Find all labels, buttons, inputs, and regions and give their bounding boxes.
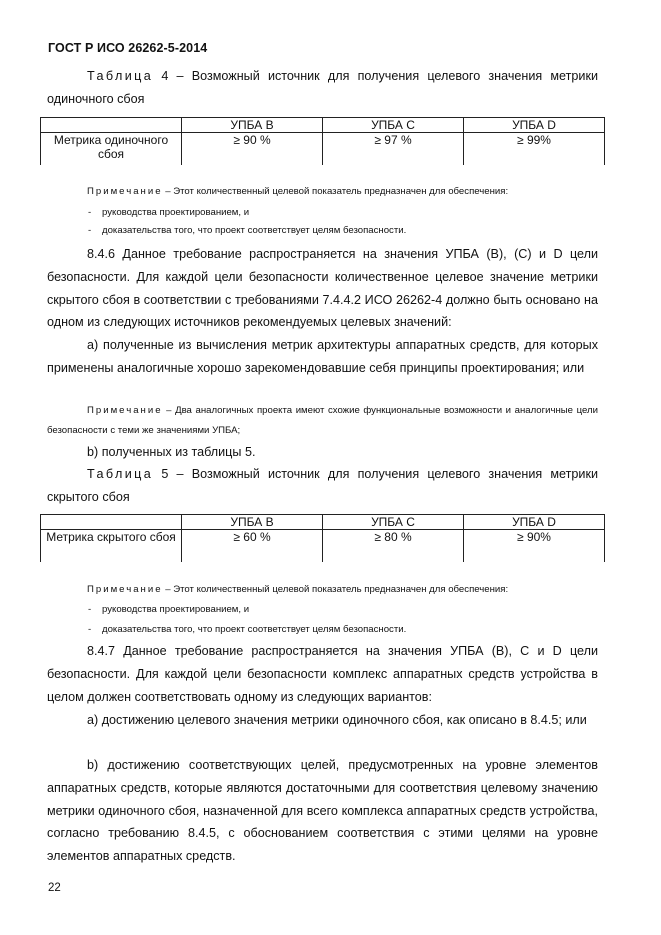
- note2-text: – Два аналогичных проекта имеют схожие функциональные возможности и аналогичные цели безопасности с теми же значениями УПБА;: [47, 405, 598, 436]
- note3-label: Примечание: [87, 584, 163, 595]
- table5-row-label: Метрика скрытого сбоя: [41, 530, 182, 563]
- paragraph-8-4-6: 8.4.6 Данное требование распространяется на значения УПБА (B), (C) и D цели безопасности. Для каждой цели безопасности количественное целевое значение метрики скрытого сбоя в соответствии с требованиями 7.4.4.2 ИСО 26262-4 должно быть основано на одном из следующих источников рекомендуемых целевых значений:: [47, 247, 598, 330]
- table4-row-label: Метрика одиночного сбоя: [41, 133, 182, 166]
- note2: [47, 401, 598, 441]
- table5-caption-text: 5 – Возможный источник для получения целевого значения метрики скрытого сбоя: [47, 467, 598, 504]
- table4-caption: [47, 65, 598, 111]
- paragraph-8-4-7: 8.4.7 Данное требование распространяется на значения УПБА (B), C и D цели безопасности. Для каждой цели безопасности комплекс аппаратных средств устройства в целом должен соответствовать одному из следующих вариантов:: [47, 644, 598, 704]
- table5-caption: [47, 463, 598, 509]
- note1-label: Примечание: [87, 186, 163, 197]
- page-number: 22: [48, 882, 61, 894]
- table4-header-row: [41, 118, 605, 133]
- item-847-a: a) достижению целевого значения метрики одиночного сбоя, как описано в 8.4.5; или: [87, 713, 587, 727]
- table4-header-cell: [41, 118, 182, 133]
- table5-value: ≥ 80 %: [323, 530, 464, 563]
- table5-header-cell: УПБА D: [464, 515, 605, 530]
- table4-caption-word: Таблица: [87, 69, 154, 83]
- table4-value: ≥ 99%: [464, 133, 605, 166]
- table5: [40, 514, 605, 562]
- table4-value: ≥ 90 %: [182, 133, 323, 166]
- document-page: ГОСТ Р ИСО 26262-5-2014 Таблица 4 – Возможный источник для получения целевого значения метрики одиночного сбоя УПБА B УПБА C УПБА D Метрика одиночного сбоя ≥ 90 % ≥ 97 % ≥ 99% Примечание – Этот количественный целевой показатель предназначен для обеспечения: - руководства проектированием, и - доказательства того, что проект соответствует целям безопасности. 8.4.6 Данное требование распространяется на значения УПБА (B), (C) и D цели безопасности. Для каждой цели безопасности количественное целевое значение метрики скрытого сбоя в соответствии с требованиями 7.4.4.2 ИСО 26262-4 должно быть основано на одном из следующих источников рекомендуемых целевых значений: a) полученные из вычисления метрик архитектуры аппаратных средств, для которых применены аналогичные хорошо зарекомендовавшие себя принципы проектирования; или Примечание – Два аналогичных проекта имеют схожие функциональные возможности и аналогичные цели безопасности с теми же значениями УПБА; b) полученных из таблицы 5. Таблица 5 – Возможный источник для получения целевого значения метрики скрытого сбоя УПБА B УПБА C УПБА D Метрика скрытого сбоя ≥ 60 % ≥ 80 % ≥ 90% Примечание – Этот количественный целевой показатель предназначен для обеспечения: - руководства проектированием, и - доказательства того, что проект соответствует целям безопасности. 8.4.7 Данное требование распространяется на значения УПБА (B), C и D цели безопасности. Для каждой цели безопасности комплекс аппаратных средств устройства в целом должен соответствовать одному из следующих вариантов: a) достижению целевого значения метрики одиночного сбоя, как описано в 8.4.5; или b) достижению соответствующих целей, предусмотренных на уровне элементов аппаратных средств, которые являются достаточными для соответствия целевому значению метрики одиночного сбоя, назначенной для всего комплекса аппаратных средств устройства, согласно требованию 8.4.5, с обоснованием соответствия с этими целями на уровне элементов аппаратных средств. 22: [0, 0, 661, 935]
- table4-row: [41, 133, 605, 166]
- table5-header-cell: [41, 515, 182, 530]
- item-847-b: b) достижению соответствующих целей, предусмотренных на уровне элементов аппаратных средств, которые являются достаточными для соответствия целевому значению метрики одиночного сбоя, назначенной для всего комплекса аппаратных средств устройства, согласно требованию 8.4.5, с обоснованием соответствия с этими целями на уровне элементов аппаратных средств.: [47, 758, 598, 864]
- table5-header-cell: УПБА C: [323, 515, 464, 530]
- table5-caption-word: Таблица: [87, 467, 154, 481]
- note1-text: – Этот количественный целевой показатель предназначен для обеспечения:: [162, 186, 509, 197]
- item-a: a) полученные из вычисления метрик архитектуры аппаратных средств, для которых применены аналогичные хорошо зарекомендовавшие себя принципы проектирования; или: [47, 338, 598, 375]
- note3: [47, 580, 598, 600]
- table4-value: ≥ 97 %: [323, 133, 464, 166]
- document-code: ГОСТ Р ИСО 26262-5-2014: [48, 41, 208, 55]
- item-b: b) полученных из таблицы 5.: [87, 445, 256, 459]
- note3-text: – Этот количественный целевой показатель предназначен для обеспечения:: [162, 584, 509, 595]
- table5-value: ≥ 90%: [464, 530, 605, 563]
- table5-header-row: [41, 515, 605, 530]
- table4-header-cell: УПБА B: [182, 118, 323, 133]
- table4-header-cell: УПБА C: [323, 118, 464, 133]
- table5-row: [41, 530, 605, 563]
- note1: [47, 182, 598, 202]
- table4-caption-text: 4 – Возможный источник для получения целевого значения метрики одиночного сбоя: [47, 69, 598, 106]
- table5-value: ≥ 60 %: [182, 530, 323, 563]
- table5-header-cell: УПБА B: [182, 515, 323, 530]
- table4-header-cell: УПБА D: [464, 118, 605, 133]
- table4: [40, 117, 605, 165]
- note2-label: Примечание: [87, 405, 163, 416]
